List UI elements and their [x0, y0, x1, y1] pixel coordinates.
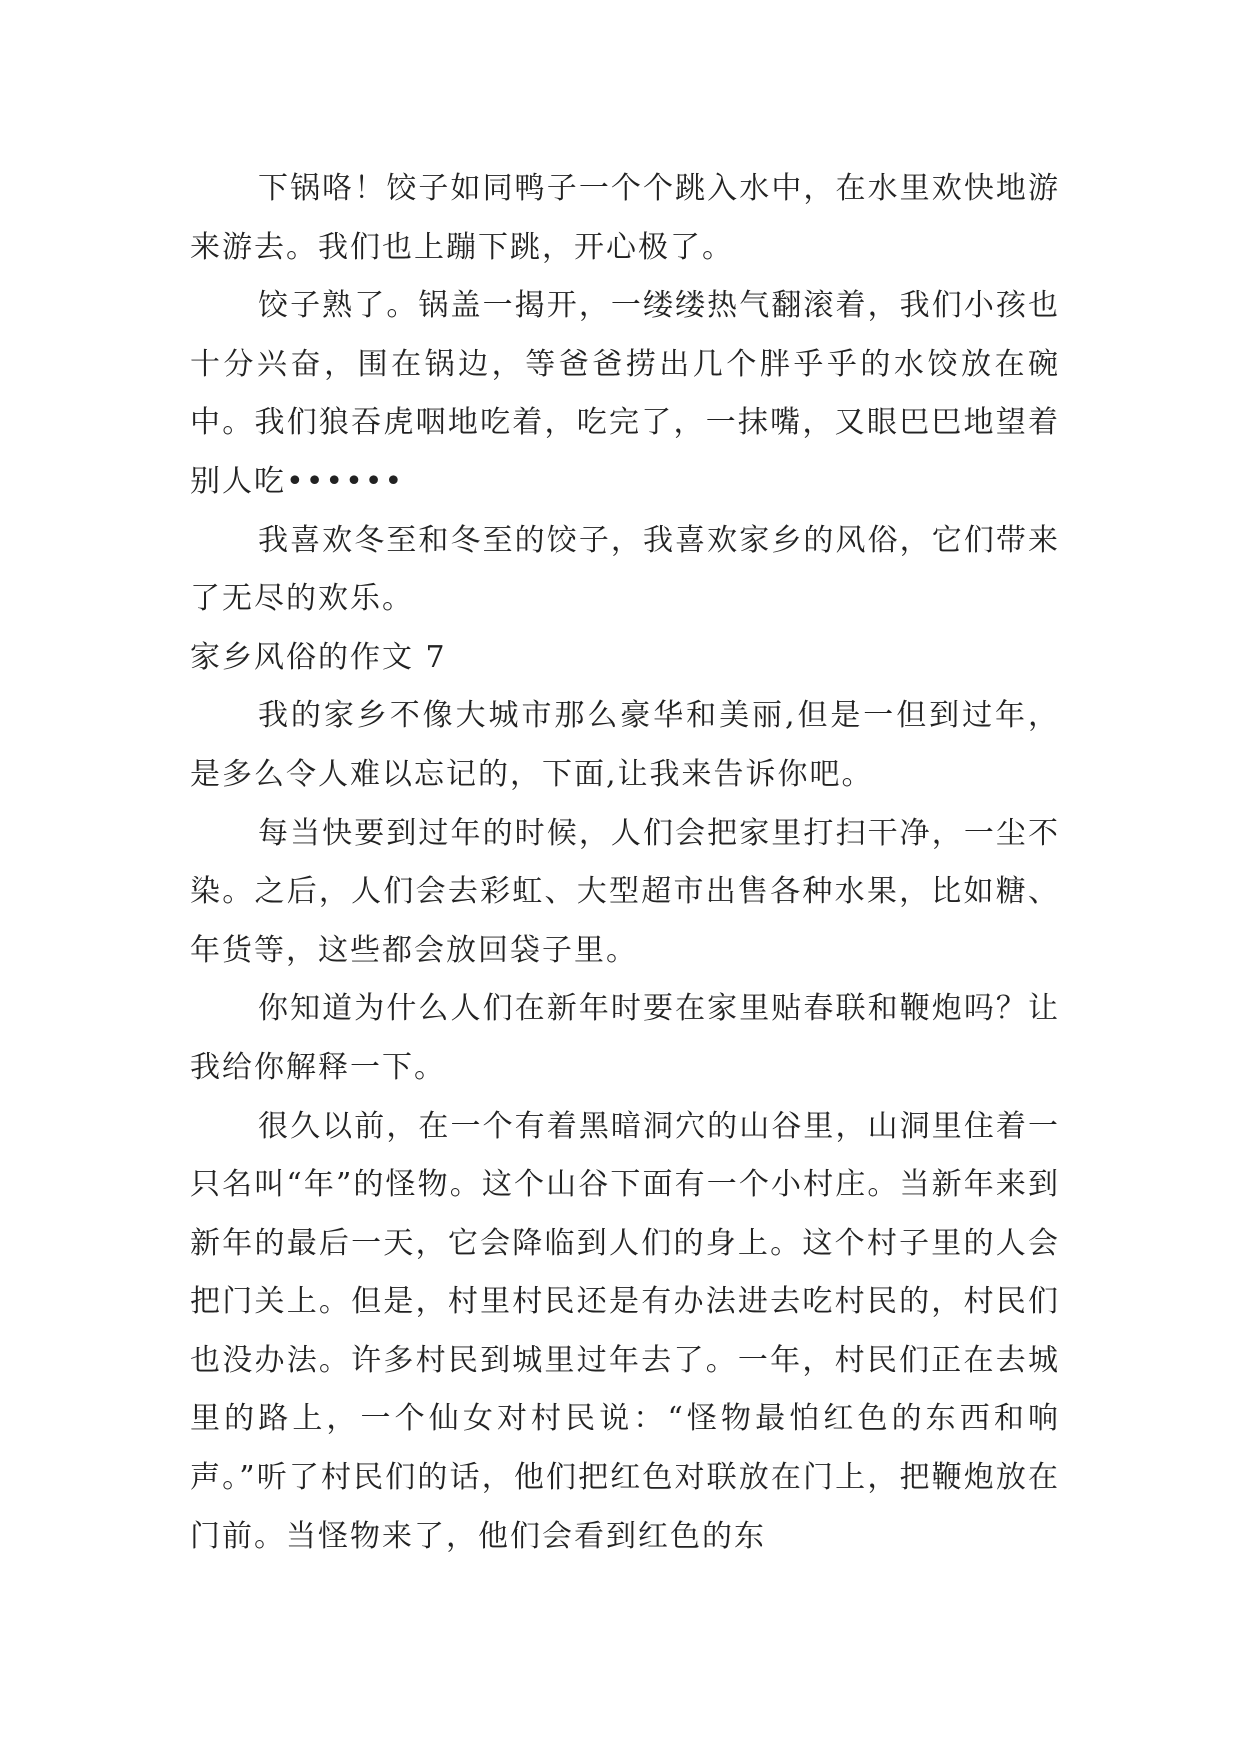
paragraph-why-couplets: 你知道为什么人们在新年时要在家里贴春联和鞭炮吗？让我给你解释一下。: [190, 991, 1060, 1085]
paragraph-dumplings-cooked: 饺子熟了。锅盖一揭开，一缕缕热气翻滚着，我们小孩也十分兴奋，围在锅边，等爸爸捞出几个胖乎乎的水饺放在碗中。我们狼吞虎咽地吃着，吃完了，一抹嘴，又眼巴巴地望着别人吃••••••: [190, 288, 1060, 499]
paragraph-dumplings-into-pot: 下锅咯！饺子如同鸭子一个个跳入水中，在水里欢快地游来游去。我们也上蹦下跳，开心极了。: [190, 171, 1060, 265]
paragraph-cleaning-shopping: 每当快要到过年的时候，人们会把家里打扫干净，一尘不染。之后，人们会去彩虹、大型超市出售各种水果，比如糖、年货等，这些都会放回袋子里。: [190, 815, 1060, 968]
paragraph-nian-legend: 很久以前，在一个有着黑暗洞穴的山谷里，山洞里住着一只名叫“年”的怪物。这个山谷下面有一个小村庄。当新年来到新年的最后一天，它会降临到人们的身上。这个村子里的人会把门关上。但是，村里村民还是有办法进去吃村民的，村民们也没办法。许多村民到城里过年去了。一年，村民们正在去城里的路上，一个仙女对村民说：“怪物最怕红色的东西和响声。”听了村民们的话，他们把红色对联放在门上，把鞭炮放在门前。当怪物来了，他们会看到红色的东: [190, 1108, 1060, 1554]
document-body: [190, 160, 1060, 1566]
essay-heading: 家乡风俗的作文 7: [190, 639, 447, 675]
paragraph-love-winter-solstice: 我喜欢冬至和冬至的饺子，我喜欢家乡的风俗，它们带来了无尽的欢乐。: [190, 522, 1060, 617]
paragraph-hometown-new-year: 我的家乡不像大城市那么豪华和美丽,但是一但到过年，是多么令人难以忘记的，下面,让我来告诉你吧。: [190, 698, 1060, 792]
